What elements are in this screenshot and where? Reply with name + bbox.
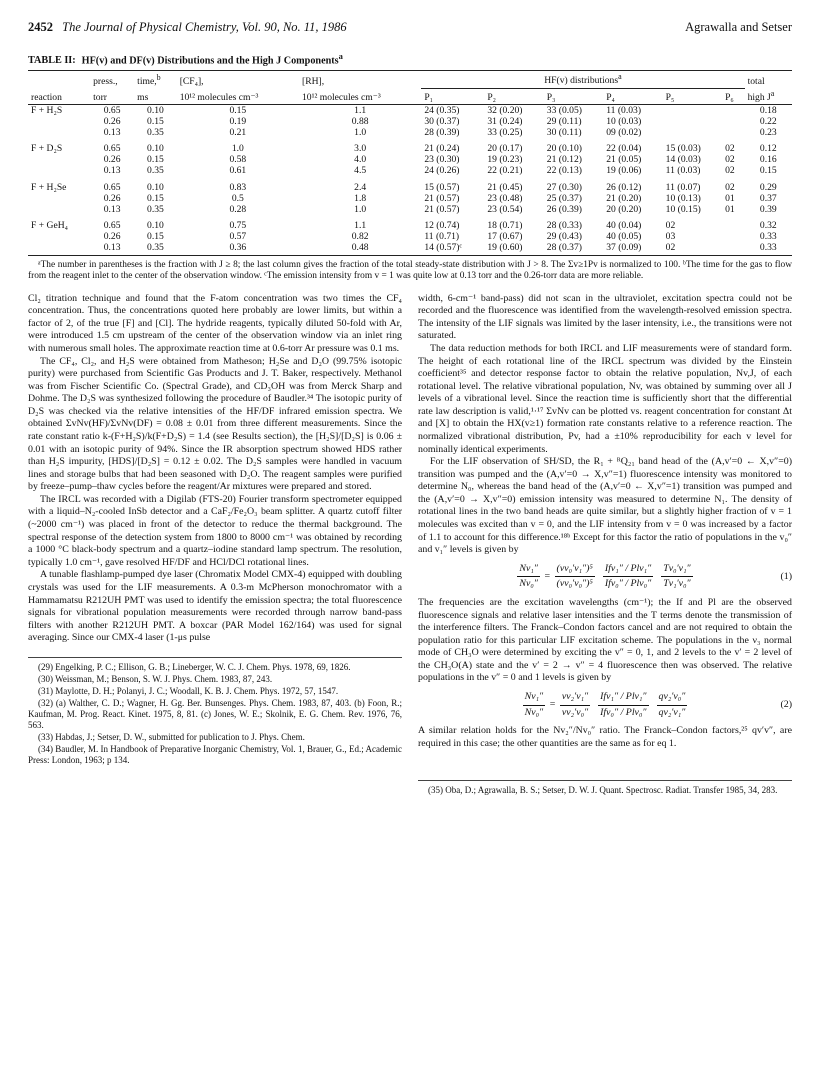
cell-p1: 28 (0.39) — [424, 127, 460, 139]
cell-p6: 01 — [725, 203, 735, 215]
cell-p1: 15 (0.57) — [424, 181, 460, 193]
journal-page — [28, 20, 792, 796]
right-references — [418, 780, 792, 796]
cell-p1: 23 (0.30) — [424, 154, 460, 166]
col-head-blank — [28, 71, 90, 88]
cell-total: 0.32 — [759, 219, 777, 231]
right-paragraph-2: The data reduction methods for both IRCL and LIF measurements were of standard form. The height of each rotational line of the IRCL spectrum was divided by the Einstein coefficient³⁵ and detector response factor to obtain the relative population, Nv,J, of each rotational level. The relative vibrational population, Nv, was obtained by summing over all J levels of a vibrational level. Since the reaction time is sufficiently short that the differential rate law description is valid,¹·¹⁷ ΣvNv can be plotted vs. reagent concentration for constant Δt and [X] to obtain the HX(v≥1) formation rate constants relative to a reference reaction. The normalized vibrational distribution, Pv, had a ±10% reproducibility for each v level for nominally identical experiments. — [418, 342, 792, 455]
left-column — [28, 293, 402, 797]
reference-item: (34) Baudler, M. In Handbook of Preparative Inorganic Chemistry, Vol. 1, Brauer, G., Ed.; Academic Press: London, 1963; p 134. — [28, 743, 402, 765]
cell-p4: 11 (0.03) — [606, 105, 642, 117]
col-head-p5: P₅ — [663, 88, 722, 105]
col-head-cf4: [CF₄], — [177, 71, 299, 88]
cell-time: 0.15 — [147, 116, 164, 128]
cell-press: 0.65 — [103, 181, 121, 193]
cell-p4: 22 (0.04) — [606, 143, 642, 155]
cell-p4: 40 (0.05) — [606, 230, 642, 242]
cell-total: 0.33 — [759, 230, 777, 242]
col-head-time-unit: ms — [134, 88, 177, 105]
table-row — [28, 127, 792, 138]
cell-cf4: 0.58 — [229, 154, 247, 166]
reference-item: (35) Oba, D.; Agrawalla, B. S.; Setser, D. W. J. Quant. Spectrosc. Radiat. Transfer 1985, 34, 283. — [428, 785, 778, 796]
cell-rh: 4.0 — [354, 154, 367, 166]
cell-total: 0.16 — [759, 154, 777, 166]
cell-p6: 01 — [725, 192, 735, 204]
col-head-cf4-unit: 10¹² molecules cm⁻³ — [177, 88, 299, 105]
right-paragraph-3: For the LIF observation of SH/SD, the R₁ + ᴿQ₂₁ band head of the (A,v′=0 ← X,v″=0) transition was pumped and the (A,v′=0 → X,v″=1) fluorescence intensity was monitored to determine N₀, whereas the band head of the (A,v′=0 ← X,v″=1) transition was pumped and the (A,v′=0 → X,v″=0) emission intensity was measured to determine N₁. The density of rotational lines in the two band heads are quite similar, but a slightly higher fraction of v = 1 molecules was excited than v = 0, and the LIF intensity from v = 0 was increased by a factor of 1.1 to account for this difference.¹⁸ᵇ Except for this factor the ratio of populations in the v₀″ and v₁″ levels is given by — [418, 456, 792, 556]
eq1-number: (1) — [780, 570, 792, 582]
table-title-mark: a — [338, 51, 343, 61]
reference-item: (32) (a) Walther, C. D.; Wagner, H. Gg. Ber. Bunsenges. Phys. Chem. 1983, 87, 403. (b) Foon, R.; Kaufman, M. Prog. React. Kinet. 1975, 8, 81. (c) Jones, W. E.; Skolnik, E. G. Chem. Rev. 1976, 76, 563. — [28, 697, 402, 730]
eq2-lhs: $\frac{\text{Nv₁″}}{\text{Nv₀″}}$ — [524, 690, 544, 718]
cell-p3: 26 (0.39) — [546, 203, 582, 215]
cell-p5 — [663, 105, 722, 117]
cell-p6 — [722, 215, 745, 231]
cell-cf4: 0.36 — [177, 242, 299, 256]
cell-rh: 0.82 — [351, 230, 369, 242]
col-head-rh-unit: 10¹² molecules cm⁻³ — [299, 88, 421, 105]
eq2-fc-factor: $\frac{\text{qv₂′v₀″}}{\text{qv₂′v₁″}}$ — [658, 690, 686, 718]
eq1-intensity: $\frac{\text{Ifv₁″ / Plv₁″}}{\text{Ifv₀″ / Plv₀″}}$ — [604, 562, 652, 590]
cell-p4: 37 (0.09) — [603, 242, 662, 256]
right-paragraph-1: width, 6-cm⁻¹ band-pass) did not scan in the ultraviolet, excitation spectra could not be recorded and the fluorescence was identified from the wavelength-resolved emission spectra. The intensity of the LIF signals was limited by the laser intensity, i.e., the transitions were not saturated. — [418, 292, 792, 342]
table-label: TABLE II: — [28, 55, 76, 67]
cell-rh: 1.0 — [354, 203, 367, 215]
cell-p2: 22 (0.21) — [487, 165, 523, 177]
cell-p5 — [663, 127, 722, 138]
cell-cf4: 0.21 — [229, 127, 247, 139]
cell-p1: 24 (0.35) — [424, 105, 460, 117]
col-head-press: press., — [90, 71, 134, 88]
cell-reaction: F + GeH₄ — [31, 219, 69, 231]
cell-p6 — [722, 127, 745, 138]
cell-p4: 26 (0.12) — [606, 181, 642, 193]
cell-cf4: 0.19 — [229, 116, 247, 128]
right-paragraph-4: The frequencies are the excitation wavelengths (cm⁻¹); the If and Pl are the observed fluorescence signals and relative laser intensities and the T terms denote the transmission of the interference filters. The Franck–Condon factors cancel and are not required to obtain the population ratio for this particular LIF excitation scheme. The populations in the ν₃ normal mode of CH₃O were determined by exciting the v″ = 0, 1, and 2 levels to the v′ = 2 level of the CH₃O(A) state and the v′ = 2 → v″ = 4 fluorescence then was observed. The relative populations in the v″ = 0 and 1 levels is given by — [418, 596, 792, 684]
table-footnote: ᵃThe number in parentheses is the fraction with J ≥ 8; the last column gives the fraction of the total steady-state distribution with J > 8. The Σv≥1Pv is normalized to 100. ᵇThe time for the gas to flow from the reagent inlet to the center of the observation window. ᶜThe emission intensity from v = 1 was quite low at 0.13 torr and the 0.26-torr data are more reliable. — [28, 259, 792, 282]
cell-rh: 1.8 — [354, 192, 367, 204]
cell-p5: 11 (0.07) — [665, 181, 701, 193]
table-row — [28, 215, 792, 231]
cell-p2: 19 (0.23) — [487, 154, 523, 166]
cell-p5: 02 — [663, 242, 722, 256]
cell-time: 0.15 — [147, 192, 164, 204]
cell-p5: 14 (0.03) — [665, 154, 701, 166]
cell-p6: 02 — [725, 165, 735, 177]
cell-p5: 03 — [665, 230, 676, 242]
cell-time: 0.10 — [147, 143, 164, 155]
cell-press: 0.13 — [90, 242, 134, 256]
table-row — [28, 231, 792, 242]
table-row — [28, 105, 792, 117]
cell-reaction: F + D₂S — [31, 143, 63, 155]
cell-time: 0.10 — [147, 219, 164, 231]
cell-rh: 2.4 — [354, 181, 367, 193]
cell-p2: 33 (0.25) — [487, 127, 523, 139]
left-paragraph-3: The IRCL was recorded with a Digilab (FTS-20) Fourier transform spectrometer equipped with a liquid–N₂-cooled InSb detector and a CaF₂/Fe₂O₃ beam splitter. A quartz cutoff filter (~2000 cm⁻¹) was placed in front of the detector to reduce the thermal background. The spectral response of the detection system from 1800 to 8000 cm⁻¹ was obtained by recording a 1000 °C black-body spectrum and a quartz–iodine standard lamp spectrum. The resolution, typically 1.0 cm⁻¹, gave resolved HF/DF and HCl/DCl rotational lines. — [28, 493, 402, 568]
cell-press: 0.13 — [103, 165, 121, 177]
header-authors: Agrawalla and Setser — [685, 20, 792, 34]
cell-cf4: 0.5 — [231, 192, 244, 204]
cell-p4: 19 (0.06) — [606, 165, 642, 177]
cell-total: 0.15 — [759, 165, 777, 177]
col-head-reaction: reaction — [28, 88, 90, 105]
table-row — [28, 193, 792, 204]
cell-reaction — [28, 127, 90, 138]
equation-2: $\frac{\text{Nv₁″}}{\text{Nv₀″}}$ = $\frac{\text{νv₂′v₁″}}{\text{νv₂′v₀″}}$ $\frac{\text{Ifv₁″ / Plv₁″}}{\text{Ifv₀″ / Plv₀″}}$ $\frac{\text{qv₂′v₀″}}{\text{qv₂′v₁″}}$ (2) — [524, 690, 792, 718]
col-head-hf-group: HF(v) distributions$^a$ — [421, 71, 744, 88]
reference-item: (30) Weissman, M.; Benson, S. W. J. Phys. Chem. 1983, 87, 243. — [38, 673, 273, 684]
table-row — [28, 116, 792, 127]
left-paragraph-1: Cl₂ titration technique and found that the F-atom concentration was two times the CF₄ concentration. Thus, the concentrations quoted here probably are lower limits, but within a factor of 2, of the true [F] and [Cl]. The hydride reagents, typically diluted 50-fold with Ar, were introduced 1.5 cm upstream of the center of the observation window via an inlet ring with numerous small holes. The approximate reaction time at 0.6-torr Ar pressure was 0.1 ms. — [28, 292, 402, 354]
table-row — [28, 165, 792, 176]
cell-p1: 21 (0.24) — [424, 143, 460, 155]
table-title: HF(v) and DF(v) Distributions and the High J Components — [81, 55, 339, 67]
page-number: 2452 — [28, 20, 53, 34]
eq1-freq: $\frac{\text{(νv₀′v₁″)⁵}}{\text{(νv₀′v₀″)⁵}}$ — [556, 562, 593, 590]
eq1-transmission: $\frac{\text{Tv₀′v₁″}}{\text{Tv₁′v₀″}}$ — [663, 562, 691, 590]
header-left — [28, 20, 347, 35]
col-head-p2: P₂ — [484, 88, 543, 105]
cell-reaction — [28, 231, 90, 242]
cell-p3: 29 (0.11) — [546, 116, 582, 128]
cell-press: 0.13 — [103, 127, 121, 139]
col-head-high-j: high $J^a$ — [745, 88, 792, 105]
cell-p2: 23 (0.54) — [487, 203, 523, 215]
left-references — [28, 657, 402, 766]
cell-p3: 25 (0.37) — [546, 192, 582, 204]
cell-p4: 21 (0.05) — [606, 154, 642, 166]
cell-p3: 30 (0.11) — [546, 127, 582, 139]
cell-press: 0.65 — [103, 143, 121, 155]
reference-item: (33) Habdas, J.; Setser, D. W., submitted for publication to J. Phys. Chem. — [38, 731, 305, 742]
cell-p3: 29 (0.43) — [546, 230, 582, 242]
cell-time: 0.15 — [147, 154, 164, 166]
cell-time: 0.35 — [134, 242, 177, 256]
cell-reaction — [28, 204, 90, 215]
cell-cf4: 0.57 — [229, 230, 247, 242]
table-row — [28, 204, 792, 215]
cell-p1: 11 (0.71) — [424, 230, 460, 242]
cell-reaction — [28, 154, 90, 165]
cell-p2: 21 (0.45) — [487, 181, 523, 193]
cell-p3: 22 (0.13) — [546, 165, 582, 177]
cell-p4: 10 (0.03) — [606, 116, 642, 128]
cell-p6 — [722, 116, 745, 127]
col-head-rh: [RH], — [299, 71, 421, 88]
cell-p5: 10 (0.15) — [665, 203, 701, 215]
cell-p3: 27 (0.30) — [546, 181, 582, 193]
cell-total: 0.37 — [759, 192, 777, 204]
cell-rh: 1.1 — [354, 219, 367, 231]
cell-p3: 20 (0.10) — [546, 143, 582, 155]
cell-rh: 0.48 — [299, 242, 421, 256]
cell-p1: 14 (0.57)ᶜ — [421, 242, 484, 256]
cell-reaction — [28, 193, 90, 204]
col-head-p1: P₁ — [421, 88, 484, 105]
col-head-p4: P₄ — [603, 88, 662, 105]
distribution-table — [28, 70, 792, 255]
cell-press: 0.26 — [103, 230, 121, 242]
table-row — [28, 177, 792, 193]
cell-p2: 31 (0.24) — [487, 116, 523, 128]
cell-p4: 21 (0.20) — [606, 192, 642, 204]
cell-press: 0.13 — [103, 203, 121, 215]
cell-p4: 09 (0.02) — [606, 127, 642, 139]
equation-1: $\frac{\text{Nv₁″}}{\text{Nv₀″}}$ = $\frac{\text{(νv₀′v₁″)⁵}}{\text{(νv₀′v₀″)⁵}}$ $\frac{\text{Ifv₁″ / Plv₁″}}{\text{Ifv₀″ / Plv₀″}}$ $\frac{\text{Tv₀′v₁″}}{\text{Tv₁′v₀″}}$ (1) — [519, 562, 792, 590]
cell-rh: 1.0 — [354, 127, 367, 139]
cell-time: 0.35 — [147, 165, 164, 177]
cell-p4: 20 (0.20) — [606, 203, 642, 215]
left-paragraph-2: The CF₄, Cl₂, and H₂S were obtained from Matheson; H₂Se and D₂O (99.75% isotopic purity) were purchased from Scientific Gas Products and J. T. Baker, respectively. Methanol was from Fischer Scientific Co. (Spectral Grade), and CD₃OH was from Merck Sharp and Dohme. The D₂S was synthesized following the procedure of Baudler.³⁴ The isotopic purity of D₂S was checked via the relative intensities of the HF/DF infrared emission spectra. We obtained ΣvNv(HF)/ΣvNv(DF) = 0.08 ± 0.01 from three different measurements. Since the rate constant ratio k-(F+H₂S)/k(F+D₂S) = 1.4 (see Results section), the [H₂S]/[D₂S] is 0.06 ± 0.01 with an isotopic purity of 94%. Since the IR absorption spectrum showed HDS rather than H₂S impurity, [HDS]/[D₂S] = 0.12 ± 0.02. The D₂S samples were handled in vacuum lines and storage bulbs that had been seasoned with D₂O. The reagent samples were purified by freeze–pump–thaw cycles before the reagent/Ar mixtures were prepared and stored. — [28, 355, 402, 493]
cell-press: 0.26 — [103, 154, 121, 166]
cell-p2: 19 (0.60) — [484, 242, 543, 256]
cell-p5: 11 (0.03) — [665, 165, 701, 177]
cell-press: 0.26 — [103, 116, 121, 128]
cell-p2: 20 (0.17) — [487, 143, 523, 155]
cell-cf4: 1.0 — [231, 143, 244, 155]
cell-total: 0.22 — [759, 116, 777, 128]
cell-cf4: 0.15 — [229, 105, 247, 117]
cell-rh: 3.0 — [354, 143, 367, 155]
cell-reaction — [28, 116, 90, 127]
eq1-lhs: $\frac{\text{Nv₁″}}{\text{Nv₀″}}$ — [519, 562, 538, 590]
journal-name: The Journal of Physical Chemistry, Vol. 90, No. 11, 1986 — [62, 20, 347, 34]
eq2-freq: $\frac{\text{νv₂′v₁″}}{\text{νv₂′v₀″}}$ — [561, 690, 589, 718]
cell-reaction: F + H₂S — [31, 105, 63, 117]
cell-p6 — [722, 231, 745, 242]
running-header — [28, 20, 792, 35]
table-row — [28, 242, 792, 256]
cell-rh: 4.5 — [354, 165, 367, 177]
reference-item: (31) Maylotte, D. H.; Polanyi, J. C.; Woodall, K. B. J. Chem. Phys. 1972, 57, 1547. — [38, 685, 339, 696]
cell-p3: 28 (0.33) — [546, 219, 582, 231]
col-head-p6: P₆ — [722, 88, 745, 105]
cell-total: 0.12 — [759, 143, 777, 155]
eq2-number: (2) — [780, 698, 792, 710]
cell-rh: 1.1 — [354, 105, 367, 117]
cell-press: 0.26 — [103, 192, 121, 204]
cell-p6: 02 — [725, 181, 735, 193]
body-columns — [28, 293, 792, 797]
cell-p2: 18 (0.71) — [487, 219, 523, 231]
cell-p5 — [663, 116, 722, 127]
cell-p3: 21 (0.12) — [546, 154, 582, 166]
cell-time: 0.10 — [147, 181, 164, 193]
cell-time: 0.35 — [147, 127, 164, 139]
cell-p5: 10 (0.13) — [665, 192, 701, 204]
col-head-press-unit: torr — [90, 88, 134, 105]
cell-cf4: 0.75 — [229, 219, 247, 231]
cell-p6 — [722, 105, 745, 117]
cell-p2: 23 (0.48) — [487, 192, 523, 204]
cell-cf4: 0.83 — [229, 181, 247, 193]
cell-total: 0.33 — [745, 242, 792, 256]
eq2-intensity: $\frac{\text{Ifv₁″ / Plv₁″}}{\text{Ifv₀″ / Plv₀″}}$ — [600, 690, 647, 718]
cell-p1: 21 (0.57) — [424, 203, 460, 215]
cell-p6: 02 — [725, 143, 735, 155]
cell-time: 0.15 — [147, 230, 164, 242]
cell-total: 0.29 — [759, 181, 777, 193]
cell-p2: 17 (0.67) — [487, 230, 523, 242]
col-head-total: total — [745, 71, 792, 88]
cell-p1: 24 (0.26) — [424, 165, 460, 177]
cell-reaction: F + H₂Se — [31, 181, 67, 193]
cell-total: 0.23 — [759, 127, 777, 139]
cell-p6 — [722, 242, 745, 256]
cell-p5: 02 — [665, 219, 676, 231]
cell-rh: 0.88 — [351, 116, 369, 128]
cell-p3: 28 (0.37) — [544, 242, 603, 256]
cell-reaction — [28, 165, 90, 176]
cell-time: 0.10 — [147, 105, 164, 117]
cell-total: 0.39 — [759, 203, 777, 215]
cell-p1: 21 (0.57) — [424, 192, 460, 204]
cell-cf4: 0.28 — [229, 203, 247, 215]
right-paragraph-5: A similar relation holds for the Nv₂″/Nv₀″ ratio. The Franck–Condon factors,²⁵ qv′v″, are required in this case; the other quantities are the same as for eq 1. — [418, 725, 792, 749]
cell-p1: 12 (0.74) — [424, 219, 460, 231]
cell-p4: 40 (0.04) — [606, 219, 642, 231]
cell-p2: 32 (0.20) — [487, 105, 523, 117]
cell-time: 0.35 — [147, 203, 164, 215]
cell-total: 0.18 — [759, 105, 777, 117]
cell-p5: 15 (0.03) — [665, 143, 701, 155]
cell-p1: 30 (0.37) — [424, 116, 460, 128]
reference-item: (29) Engelking, P. C.; Ellison, G. B.; Lineberger, W. C. J. Chem. Phys. 1978, 69, 1826. — [38, 661, 351, 672]
col-head-time: time,$^b$ — [134, 71, 177, 88]
cell-p6: 02 — [725, 154, 735, 166]
left-paragraph-4: A tunable flashlamp-pumped dye laser (Chromatix Model CMX-4) equipped with doubling crystals was used for the LIF measurements. A 0.3-m McPherson monochromator with a Hammamatsu R212UH PMT was used to identify the emission spectra; the total fluorescence signals for vibrational population measurements were recorded through narrow band-pass filters with another R212UH PMT. A boxcar (PAR Model 162/164) was used for signal averaging. Since our CMX-4 laser (1-μs pulse — [28, 569, 402, 644]
table-row — [28, 154, 792, 165]
col-head-p3: P₃ — [544, 88, 603, 105]
cell-cf4: 0.61 — [229, 165, 247, 177]
cell-press: 0.65 — [103, 105, 121, 117]
cell-press: 0.65 — [103, 219, 121, 231]
table-row — [28, 138, 792, 154]
cell-reaction — [28, 242, 90, 256]
cell-p3: 33 (0.05) — [546, 105, 582, 117]
table-caption — [28, 51, 792, 66]
right-column — [418, 293, 792, 797]
